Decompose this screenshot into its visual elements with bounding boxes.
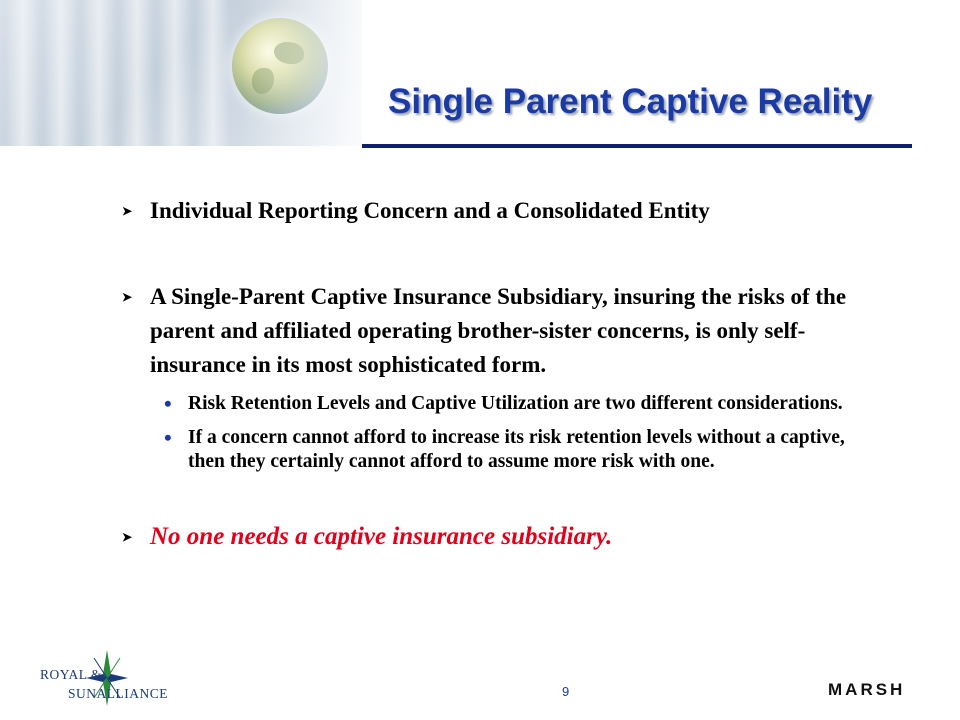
banner-stripe — [120, 0, 154, 146]
bullet-text: No one needs a captive insurance subsidiary. — [150, 523, 613, 550]
sub-bullet-item — [122, 426, 882, 474]
banner-stripe — [82, 0, 116, 146]
page-number: 9 — [562, 684, 570, 699]
sunalliance-logo-text: SUNALLIANCE — [68, 686, 168, 701]
bullet-item — [122, 280, 882, 382]
bullet-list — [122, 194, 882, 554]
dot-bullet-icon: • — [164, 391, 172, 416]
arrow-bullet-icon: ➤ — [122, 530, 133, 544]
dot-bullet-icon: • — [164, 425, 172, 450]
sub-bullet-text: Risk Retention Levels and Captive Utilization are two different considerations. — [188, 393, 843, 414]
royal-sunalliance-logo — [24, 648, 194, 708]
slide-title: Single Parent Captive Reality — [388, 82, 873, 121]
sub-bullet-text: If a concern cannot afford to increase its risk retention levels without a captive, then they certainly cannot afford to assume more risk with one. — [188, 427, 845, 472]
banner-stripe — [6, 0, 40, 146]
royal-logo-text: ROYAL & — [40, 667, 102, 682]
banner-stripe — [196, 0, 230, 146]
title-underline — [362, 144, 912, 148]
marsh-logo: MARSH — [828, 680, 906, 699]
banner-fade — [242, 0, 362, 146]
bullet-item — [122, 194, 882, 228]
arrow-bullet-icon: ➤ — [122, 204, 133, 218]
arrow-bullet-icon: ➤ — [122, 290, 133, 304]
bullet-item-emphasis — [122, 520, 882, 554]
header-banner-image — [0, 0, 362, 146]
banner-stripe — [158, 0, 192, 146]
bullet-text: A Single-Parent Captive Insurance Subsidiary, insuring the risks of the parent and affiliated operating brother-sister concerns, is only self-insurance in its most sophisticated form. — [150, 284, 847, 377]
sub-bullet-item — [122, 392, 882, 416]
banner-stripe — [44, 0, 78, 146]
bullet-text: Individual Reporting Concern and a Consolidated Entity — [150, 198, 710, 223]
